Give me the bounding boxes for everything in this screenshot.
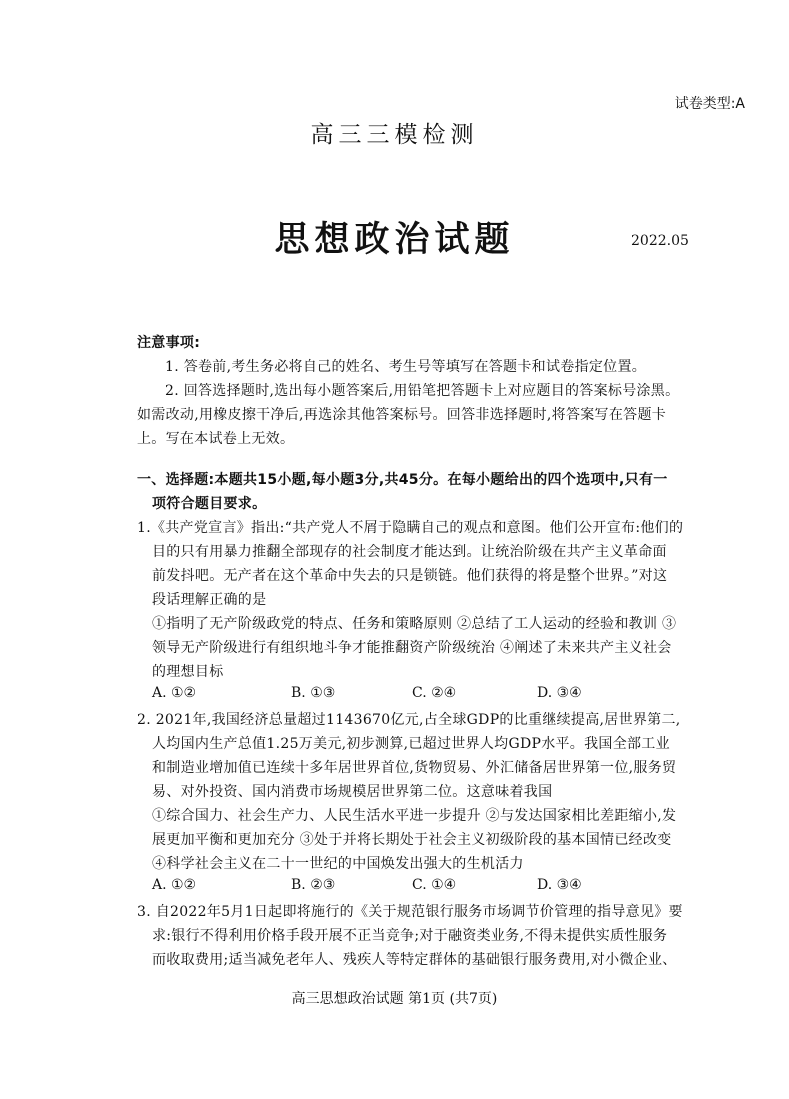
question-2-line: 易、对外投资、国内消费市场规模居世界第二位。这意味着我国 — [152, 784, 553, 800]
exam-date: 2022.05 — [631, 233, 689, 249]
question-1-option-b: B. ①③ — [291, 685, 336, 701]
subject-title: 思想政治试题 — [274, 220, 515, 260]
notice-title: 注意事项: — [137, 335, 201, 351]
question-1-option-d: D. ③④ — [537, 685, 582, 701]
question-1-statements: ①指明了无产阶级政党的特点、任务和策略原则 ②总结了工人运动的经验和教训 ③ — [152, 616, 677, 632]
question-2-stem: 2. 2021年,我国经济总量超过1143670亿元,占全球GDP的比重继续提高,居世界第二, — [137, 712, 681, 728]
notice-item-1: 1. 答卷前,考生务必将自己的姓名、考生号等填写在答题卡和试卷指定位置。 — [165, 359, 647, 375]
question-2-statements: 展更加平衡和更加充分 ③处于并将长期处于社会主义初级阶段的基本国情已经改变 — [152, 832, 672, 848]
question-2-line: 人均国内生产总值1.25万美元,初步测算,已超过世界人均GDP水平。我国全部工业 — [152, 736, 670, 752]
section-heading: 一、选择题:本题共15小题,每小题3分,共45分。在每小题给出的四个选项中,只有一 — [137, 472, 668, 488]
section-heading-cont: 项符合题目要求。 — [152, 496, 267, 512]
question-2-option-a: A. ①② — [152, 877, 197, 893]
question-3-stem: 3. 自2022年5月1日起即将施行的《关于规范银行服务市场调节价管理的指导意见》要 — [137, 904, 683, 920]
question-2-line: 和制造业增加值已连续十多年居世界首位,货物贸易、外汇储备居世界第一位,服务贸 — [152, 760, 677, 776]
notice-item-2-cont: 如需改动,用橡皮擦干净后,再选涂其他答案标号。回答非选择题时,将答案写在答题卡 — [137, 407, 667, 423]
question-1-line: 段话理解正确的是 — [152, 592, 267, 608]
exam-title: 高三三模检测 — [310, 122, 479, 148]
question-1-option-a: A. ①② — [152, 685, 197, 701]
question-1-option-c: C. ②④ — [412, 685, 457, 701]
question-2-statements: ④科学社会主义在二十一世纪的中国焕发出强大的生机活力 — [152, 856, 524, 872]
question-3-line: 求:银行不得利用价格手段开展不正当竞争;对于融资类业务,不得未提供实质性服务 — [152, 928, 668, 944]
question-2-option-c: C. ①④ — [412, 877, 457, 893]
notice-item-2-end: 上。写在本试卷上无效。 — [137, 431, 295, 447]
question-1-stem: 1.《共产党宣言》指出:“共产党人不屑于隐瞒自己的观点和意图。他们公开宣布:他们的 — [137, 520, 684, 536]
question-1-line: 目的只有用暴力推翻全部现存的社会制度才能达到。让统治阶级在共产主义革命面 — [152, 544, 667, 560]
question-2-option-d: D. ③④ — [537, 877, 582, 893]
question-1-statements: 领导无产阶级进行有组织地斗争才能推翻资产阶级统治 ④阐述了未来共产主义社会 — [152, 640, 672, 656]
notice-item-2: 2. 回答选择题时,选出每小题答案后,用铅笔把答题卡上对应题目的答案标号涂黑。 — [165, 383, 680, 399]
question-3-line: 而收取费用;适当减免老年人、残疾人等特定群体的基础银行服务费用,对小微企业、 — [152, 952, 677, 968]
question-1-statements: 的理想目标 — [152, 664, 224, 680]
question-2-option-b: B. ②③ — [291, 877, 336, 893]
paper-type-label: 试卷类型:A — [674, 96, 745, 112]
page-footer: 高三思想政治试题 第1页 (共7页) — [291, 991, 498, 1007]
question-1-line: 前发抖吧。无产者在这个革命中失去的只是锁链。他们获得的将是整个世界。”对这 — [152, 568, 668, 584]
question-2-statements: ①综合国力、社会生产力、人民生活水平进一步提升 ②与发达国家相比差距缩小,发 — [152, 808, 677, 824]
